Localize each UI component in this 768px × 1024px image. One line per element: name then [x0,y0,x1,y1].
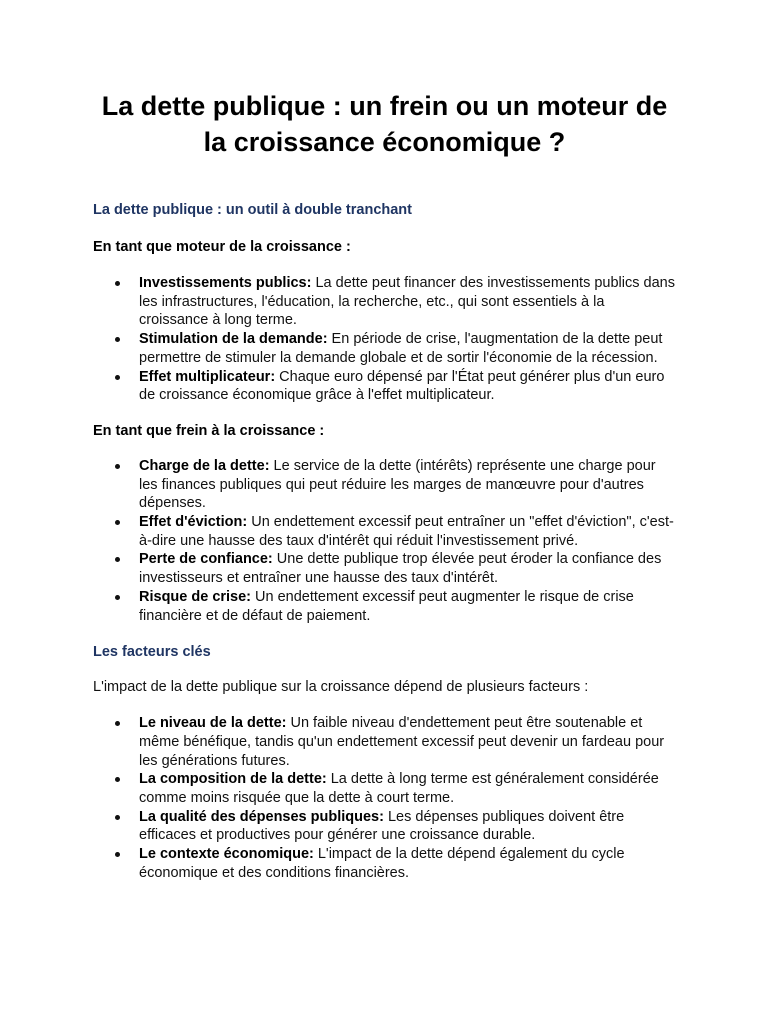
list-item-text: Une dette publique trop élevée peut éroder la confiance des investisseurs et entraîner une hausse des taux d'intérêt. [139,551,662,587]
bullet-icon [115,557,120,562]
list-item [93,550,676,587]
list-item-term: Investissements publics: [139,275,312,291]
list-item-term: Stimulation de la demande: [139,331,328,348]
list-item [93,714,676,770]
document-title: La dette publique : un frein ou un moteur de la croissance économique ? [101,91,668,157]
list-item-term: Effet d'éviction: [139,514,248,531]
sub-heading-moteur: En tant que moteur de la croissance : [93,239,351,255]
list-item-term: Charge de la dette: [139,457,270,474]
bullet-icon [115,777,120,782]
list-item [93,770,676,807]
bullet-icon [115,281,120,286]
intro-paragraph: L'impact de la dette publique sur la croissance dépend de plusieurs facteurs : [93,679,589,696]
list-item-term: Effet multiplicateur: [139,368,276,385]
bullet-list-moteur [93,274,676,405]
list-item-term: Perte de confiance: [139,551,273,568]
list-item [93,330,676,367]
list-item-text: Le service de la dette (intérêts) représente une charge pour les finances publiques qui peut réduire les marges de manœuvre pour d'autres dépenses. [139,457,656,512]
bullet-icon [115,852,120,857]
section-heading-outil: La dette publique : un outil à double tranchant [93,202,412,218]
bullet-list-frein [93,457,676,625]
list-item-term: Risque de crise: [139,588,252,605]
bullet-icon [115,464,120,469]
list-item-text: Les dépenses publiques doivent être efficaces et productives pour générer une croissance durable. [139,808,625,844]
list-item [93,588,676,625]
bullet-list-facteurs [93,714,676,882]
list-item-text: L'impact de la dette dépend également du cycle économique et des conditions financières. [139,846,625,881]
list-item-term: La qualité des dépenses publiques: [139,808,384,825]
list-item [93,513,676,550]
list-item-text: En période de crise, l'augmentation de la dette peut permettre de stimuler la demande globale et de sortir l'économie de la récession. [139,331,663,366]
bullet-icon [115,815,120,820]
list-item [93,368,676,405]
list-item-text: Un faible niveau d'endettement peut être soutenable et même bénéfique, tandis qu'un endettement excessif peut devenir un fardeau pour les générations futures. [139,715,665,769]
section-heading-facteurs: Les facteurs clés [93,644,211,661]
bullet-icon [115,337,120,342]
list-item [93,808,676,845]
bullet-icon [115,721,120,726]
list-item-text: Chaque euro dépensé par l'État peut générer plus d'un euro de croissance économique grâce à l'effet multiplicateur. [139,368,665,404]
list-item-text: La dette peut financer des investissements publics dans les infrastructures, l'éducation, la recherche, etc., qui sont essentiels à la croissance à long terme. [139,275,675,329]
bullet-icon [115,520,120,525]
bullet-icon [115,375,120,380]
list-item-term: Le niveau de la dette: [139,715,287,732]
list-item-text: Un endettement excessif peut augmenter le risque de crise financière et de défaut de paiement. [139,588,634,624]
list-item [93,457,676,513]
list-item-term: Le contexte économique: [139,846,314,863]
list-item-text: La dette à long terme est généralement considérée comme moins risquée que la dette à court terme. [139,771,659,807]
bullet-icon [115,595,120,600]
list-item [93,274,676,330]
list-item [93,845,676,882]
list-item-term: La composition de la dette: [139,771,327,788]
list-item-text: Un endettement excessif peut entraîner un "effet d'éviction", c'est-à-dire une hausse des taux d'intérêt qui réduit l'investissement privé. [139,514,674,549]
sub-heading-frein: En tant que frein à la croissance : [93,422,325,439]
